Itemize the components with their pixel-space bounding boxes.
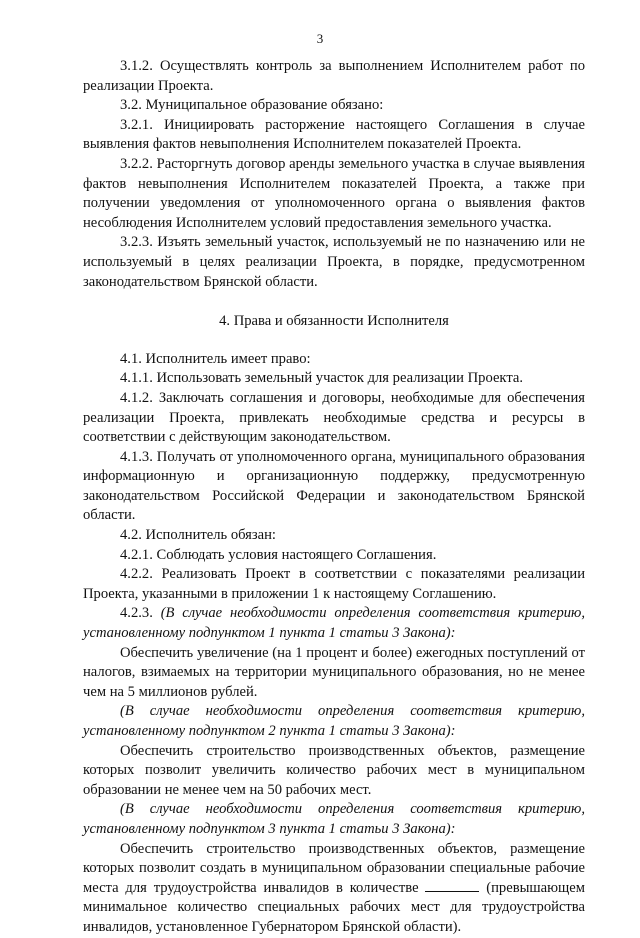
condition-2: (В случае необходимости определения соответствия критерию, установленному подпунктом 2 пункта 1 статьи 3 Закона): [83,703,585,739]
obligation-disabled-jobs-text: Обеспечить строительство производственных объектов, размещение которых позволит создать в муниципальном образовании специальные рабочие места для трудоустройства инвалидов в количестве [83,840,585,896]
obligation-disabled-jobs [83,840,585,938]
clause-4-2: 4.2. Исполнитель обязан: [120,527,276,544]
clause-4-2-1: 4.2.1. Соблюдать условия настоящего Соглашения. [120,546,437,563]
obligation-jobs: Обеспечить строительство производственных объектов, размещение которых позволит увеличить количество рабочих мест в муниципальном образовании не менее чем на 50 рабочих мест. [83,742,585,798]
obligation-disabled-jobs-note: (превышающем минимальное количество специальных рабочих мест для трудоустройства инвалидов, установленное Губернатором Брянской области). [83,879,585,935]
document-body [83,57,585,938]
blank-field [425,879,479,892]
clause-4-1-2: 4.1.2. Заключать соглашения и договоры, необходимые для обеспечения реализации Проекта, привлекать необходимые средства и ресурсы в соответствии с действующим законодательством. [83,389,585,446]
condition-3: (В случае необходимости определения соответствия критерию, установленному подпунктом 3 пункта 1 статьи 3 Закона): [83,801,585,837]
section-heading: 4. Права и обязанности Исполнителя [219,313,449,330]
clause-4-2-2: 4.2.2. Реализовать Проект в соответствии с показателями реализации Проекта, указанными в приложении 1 к настоящему Соглашению. [83,566,585,602]
clause-4-1: 4.1. Исполнитель имеет право: [120,350,311,367]
clause-3-2: 3.2. Муниципальное образование обязано: [120,97,384,114]
page-number: 3 [316,31,324,46]
clause-3-2-2: 3.2.2. Расторгнуть договор аренды земельного участка в случае выявления фактов невыполнения Исполнителем показателей Проекта, а также при получении уведомления от уполномоченного органа о выявления фактов несоблюдения Исполнителем условий предоставления земельного участка. [83,155,585,231]
clause-4-2-3-number: 4.2.3. [120,605,153,622]
clause-3-1-2: 3.1.2. Осуществлять контроль за выполнением Исполнителем работ по реализации Проекта. [83,58,585,94]
clause-4-1-1: 4.1.1. Использовать земельный участок для реализации Проекта. [120,370,523,387]
clause-4-1-3: 4.1.3. Получать от уполномоченного органа, муниципального образования информационную и организационную поддержку, предусмотренную законодательством Российской Федерации и законодательством Брянской области. [83,448,585,524]
clause-4-2-3 [83,604,585,643]
clause-3-2-1: 3.2.1. Инициировать расторжение настоящего Соглашения в случае выявления фактов невыполнения Исполнителем показателей Проекта. [83,116,585,153]
clause-3-2-3: 3.2.3. Изъять земельный участок, используемый не по назначению или не используемый в целях реализации Проекта, в порядке, предусмотренном законодательством Брянской области. [83,234,585,290]
clause-4-2-3-condition: (В случае необходимости определения соответствия критерию, установленному подпунктом 1 пункта 1 статьи 3 Закона): [83,605,585,642]
obligation-taxes: Обеспечить увеличение (на 1 процент и более) ежегодных поступлений от налогов, взимаемых на территории муниципального образования, но не менее чем на 5 миллионов рублей. [83,644,585,700]
